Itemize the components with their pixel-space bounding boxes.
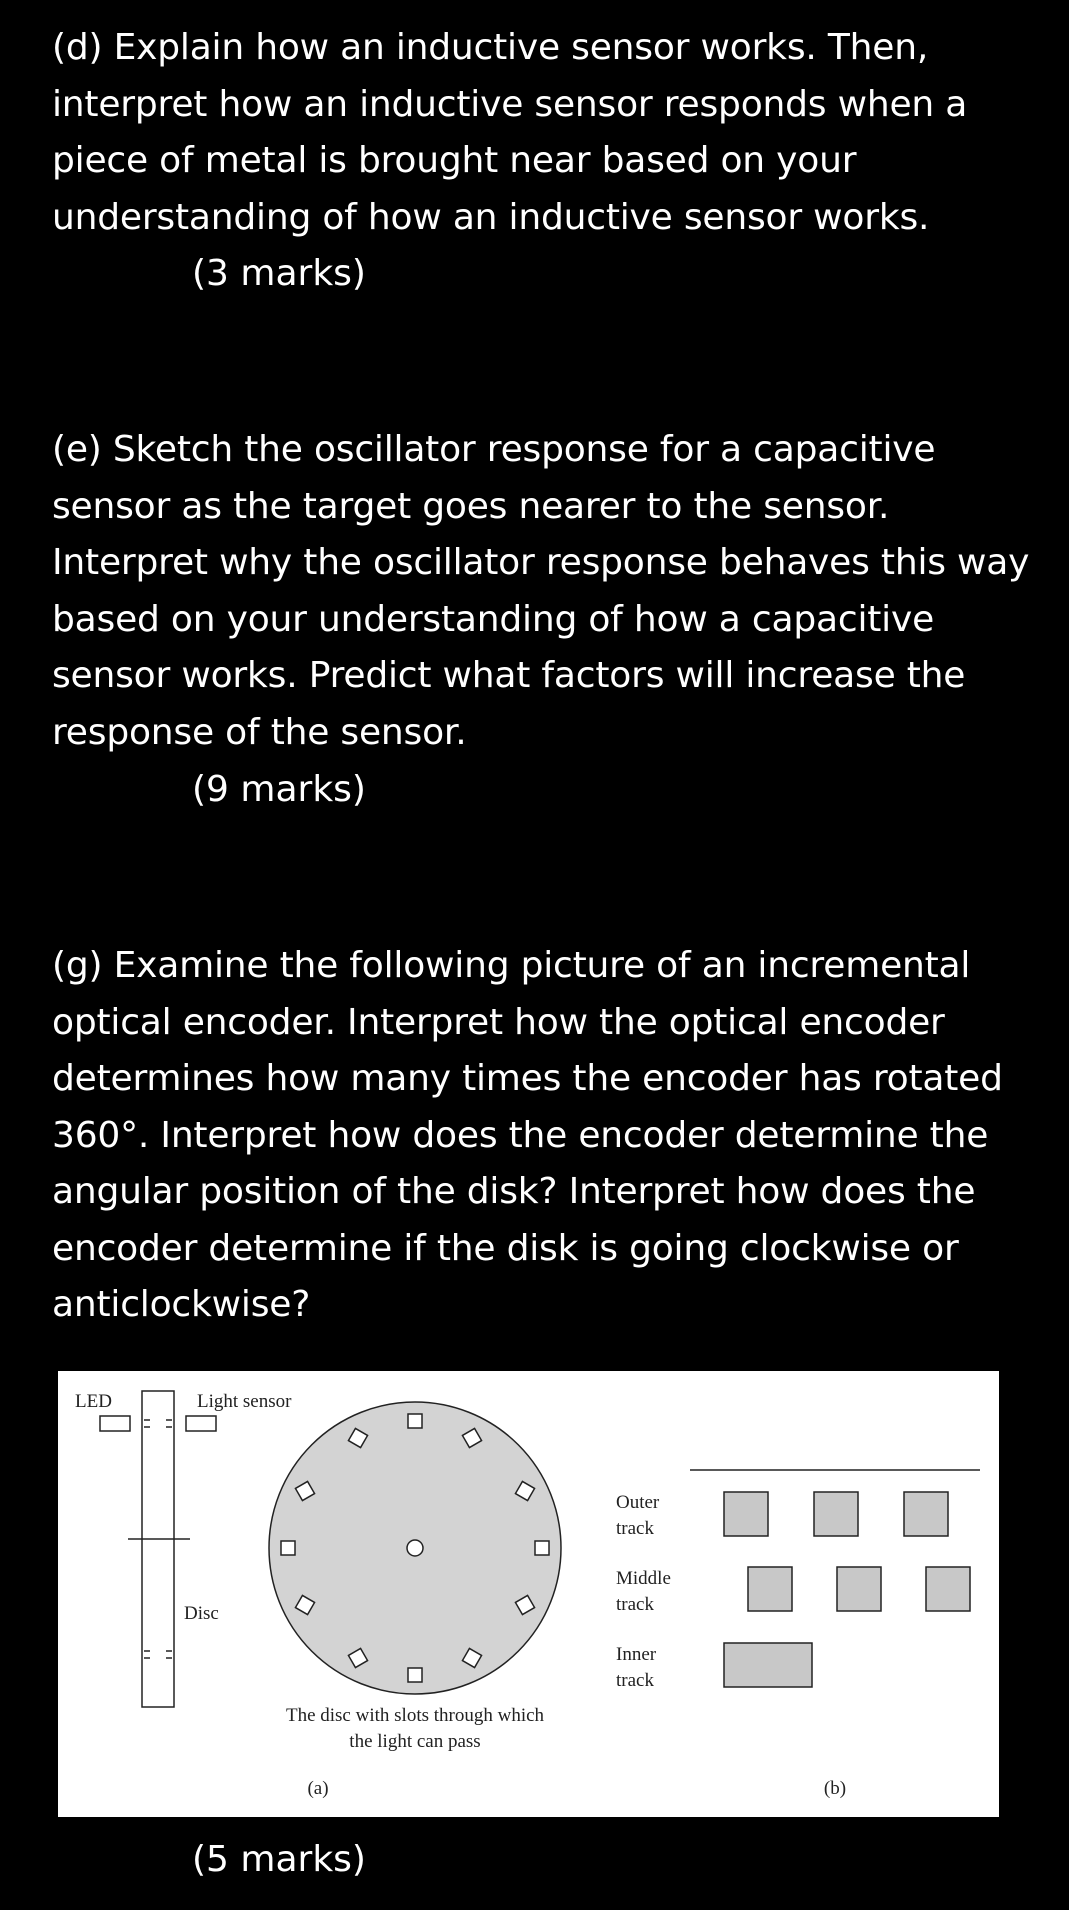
disc-label: Disc (184, 1603, 219, 1624)
question-d-line-3: piece of metal is brought near based on your (52, 140, 857, 181)
disc-slot-marks (144, 1651, 172, 1658)
question-d-marks: (3 marks) (192, 253, 366, 294)
middle-track-slots (748, 1567, 970, 1611)
middle-track-slot (837, 1567, 881, 1611)
outer-track-slot (814, 1492, 858, 1536)
disc-slot (281, 1541, 295, 1555)
inner-track-label-1: Inner (616, 1644, 657, 1665)
question-e-line-5: sensor works. Predict what factors will increase the (52, 655, 966, 696)
question-e-line-3: Interpret why the oscillator response behaves this way (52, 542, 1030, 583)
middle-track-slot (926, 1567, 970, 1611)
middle-track-label-2: track (616, 1594, 654, 1615)
question-e-marks: (9 marks) (192, 769, 366, 810)
middle-track-label-1: Middle (616, 1568, 671, 1589)
question-d-line-1: (d) Explain how an inductive sensor works. Then, (52, 27, 929, 68)
question-e-line-1: (e) Sketch the oscillator response for a capacitive (52, 429, 936, 470)
inner-track-label-2: track (616, 1670, 654, 1691)
optical-encoder-figure (58, 1371, 999, 1817)
question-g-line-2: optical encoder. Interpret how the optical encoder (52, 1001, 945, 1043)
outer-track-slot (904, 1492, 948, 1536)
part-a-label: (a) (307, 1778, 329, 1799)
question-g (52, 938, 1012, 1334)
disc-side-view (142, 1391, 174, 1707)
led-label: LED (75, 1391, 112, 1412)
question-d (52, 20, 1012, 246)
light-sensor-symbol (186, 1416, 216, 1431)
question-g-line-4: 360°. Interpret how does the encoder determine the (52, 1114, 989, 1156)
outer-track-slot (724, 1492, 768, 1536)
light-beam (144, 1420, 172, 1427)
encoder-diagram (58, 1371, 999, 1817)
question-e-line-2: sensor as the target goes nearer to the sensor. (52, 485, 890, 527)
disc-caption-line-1: The disc with slots through which (285, 1705, 545, 1726)
middle-track-slot (748, 1567, 792, 1611)
disc-slot (408, 1668, 422, 1682)
question-e-line-6: response of the sensor. (52, 711, 467, 753)
part-b-label: (b) (823, 1778, 847, 1799)
question-e-line-4: based on your understanding of how a capacitive (52, 598, 935, 640)
question-g-line-5: angular position of the disk? Interpret how does the (52, 1171, 976, 1212)
disc-caption-line-2: the light can pass (349, 1731, 481, 1752)
disc-hub (407, 1540, 423, 1556)
disc-slot (535, 1541, 549, 1555)
outer-track-slots (724, 1492, 948, 1536)
question-g-line-6: encoder determine if the disk is going clockwise or (52, 1227, 959, 1269)
outer-track-label-1: Outer (616, 1492, 660, 1513)
question-g-marks: (5 marks) (192, 1839, 366, 1880)
inner-track-slot (724, 1643, 812, 1687)
question-g-line-1: (g) Examine the following picture of an incremental (52, 945, 971, 986)
disc-slot (408, 1414, 422, 1428)
question-g-line-7: anticlockwise? (52, 1284, 311, 1325)
outer-track-label-2: track (616, 1518, 654, 1539)
question-g-line-3: determines how many times the encoder has rotated (52, 1058, 1003, 1099)
light-sensor-label: Light sensor (197, 1391, 292, 1412)
led-symbol (100, 1416, 130, 1431)
question-e (52, 422, 1030, 761)
question-d-line-2: interpret how an inductive sensor responds when a (52, 83, 968, 125)
question-d-line-4: understanding of how an inductive sensor works. (52, 196, 930, 238)
